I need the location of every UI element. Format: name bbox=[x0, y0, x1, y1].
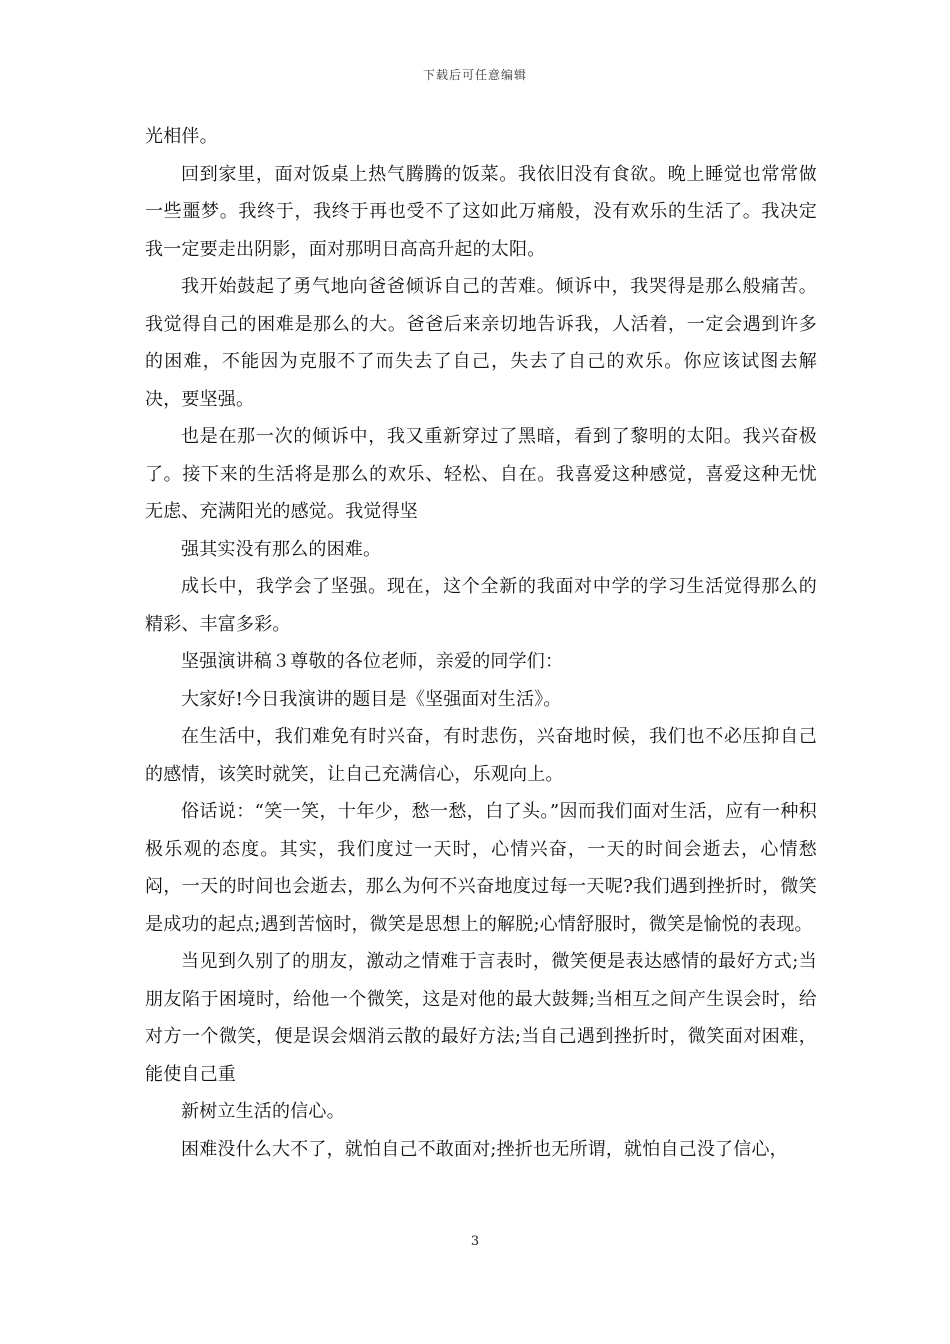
paragraph-8: 大家好!今日我演讲的题目是《坚强面对生活》。 bbox=[181, 688, 562, 710]
paragraph-11: 当见到久别了的朋友，激动之情难于言表时，微笑便是表达感情的最好方式;当朋友陷于困境时，给他一个微笑，这是对他的最大鼓舞;当相互之间产生误会时，给对方一个微笑，便是误会烟消云散的最好方法;当自己遇到挫折时，微笑面对困难，能使自己重 bbox=[145, 951, 817, 1085]
paragraph-4: 也是在那一次的倾诉中，我又重新穿过了黑暗，看到了黎明的太阳。我兴奋极了。接下来的生活将是那么的欢乐、轻松、自在。我喜爱这种感觉，喜爱这种无忧无虑、充满阳光的感觉。我觉得坚 bbox=[145, 426, 817, 522]
paragraph-13: 困难没什么大不了，就怕自己不敢面对;挫折也无所谓，就怕自己没了信心， bbox=[181, 1138, 788, 1160]
paragraph-7: 坚强演讲稿３尊敬的各位老师，亲爱的同学们： bbox=[181, 651, 564, 672]
page-header: 下载后可任意编辑 bbox=[422, 68, 527, 82]
paragraph-10: 俗话说：“笑一笑，十年少，愁一愁，白了头。”因而我们面对生活，应有一种积极乐观的态度。其实，我们度过一天时，心情兴奋，一天的时间会逝去，心情愁闷，一天的时间也会逝去，那么为何不兴奋地度过每一天呢?我们遇到挫折时，微笑是成功的起点;遇到苦恼时，微笑是思想上的解脱;心情舒服时，微笑是愉悦的表现。 bbox=[145, 801, 817, 935]
paragraph-6: 成长中，我学会了坚强。现在，这个全新的我面对中学的学习生活觉得那么的精彩、丰富多彩。 bbox=[145, 576, 817, 635]
paragraph-3: 我开始鼓起了勇气地向爸爸倾诉自己的苦难。倾诉中，我哭得是那么般痛苦。我觉得自己的困难是那么的大。爸爸后来亲切地告诉我，人活着，一定会遇到许多的困难，不能因为克服不了而失去了自己，失去了自己的欢乐。你应该试图去解决，要坚强。 bbox=[145, 276, 817, 410]
document-body bbox=[145, 118, 817, 1168]
paragraph-2: 回到家里，面对饭桌上热气腾腾的饭菜。我依旧没有食欲。晚上睡觉也常常做一些噩梦。我终于，我终于再也受不了这如此万痛般，没有欢乐的生活了。我决定我一定要走出阴影，面对那明日高高升起的太阳。 bbox=[145, 163, 817, 260]
page-number: 3 bbox=[470, 1234, 480, 1249]
paragraph-5: 强其实没有那么的困难。 bbox=[181, 538, 382, 560]
paragraph-1: 光相伴。 bbox=[145, 126, 218, 147]
paragraph-9: 在生活中，我们难免有时兴奋，有时悲伤，兴奋地时候，我们也不必压抑自己的感情，该笑时就笑，让自己充满信心，乐观向上。 bbox=[145, 726, 817, 785]
paragraph-12: 新树立生活的信心。 bbox=[181, 1101, 345, 1122]
